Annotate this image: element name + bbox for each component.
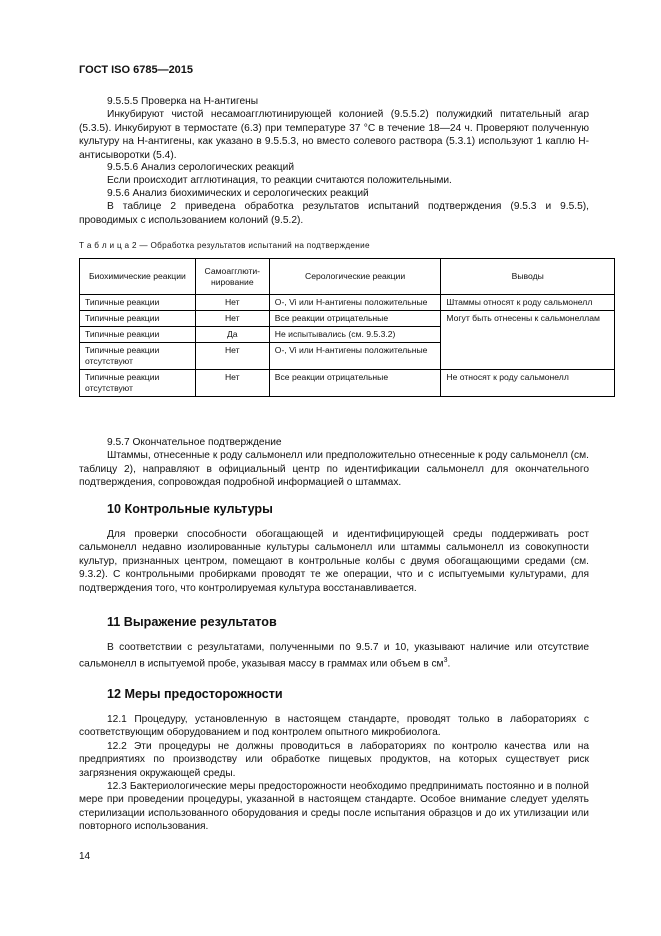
table-header-row xyxy=(80,259,615,295)
section-12-heading: 12 Меры предосторожности xyxy=(107,687,283,701)
paragraph xyxy=(79,641,589,671)
page-number: 14 xyxy=(79,851,91,862)
section-title: 9.5.7 Окончательное подтверждение xyxy=(107,437,282,448)
results-table xyxy=(79,258,615,397)
section-10-heading: 10 Контрольные культуры xyxy=(107,502,273,516)
section-11-heading: 11 Выражение результатов xyxy=(107,615,277,629)
table-cell: Не испытывались (см. 9.5.3.2) xyxy=(269,327,441,343)
paragraph-12-3: 12.3 Бактериологические меры предосторожности необходимо предпринимать постоянно и в полной мере при проведении процедуры, указанной в настоящем стандарте. Особое внимание следует уделять стерилизации использованного оборудования и среды после испытания образцов и до их утилизации или повторного использования. xyxy=(79,781,589,833)
table-cell: Нет xyxy=(195,311,269,327)
table-cell: Не относят к роду сальмонелл xyxy=(441,370,615,397)
table-cell: Типичные реакции xyxy=(80,311,196,327)
table-cell: Штаммы относят к роду сальмонелл xyxy=(441,295,615,311)
table-cell: Типичные реакции отсутствуют xyxy=(80,343,196,370)
table-caption: Т а б л и ц а 2 — Обработка результатов испытаний на подтверждение xyxy=(79,241,370,250)
table-row xyxy=(80,295,615,311)
paragraph: Для проверки способности обогащающей и идентифицирующей среды поддерживать рост сальмонелл недавно изолированные культуры сальмонелл или штаммы сальмонелл из совокупности культур, признанных центром, помещают в контрольные колбы с двумя обогащающими средами (см. 9.3.2). С контрольными пробирками проводят те же операции, что и с испытуемыми культурами, для подтверждения того, что контролируемая культура восстанавливается. xyxy=(79,529,589,594)
section-9-5-5-6 xyxy=(79,161,589,188)
table-row xyxy=(80,370,615,397)
section-10-text xyxy=(79,528,589,595)
table-cell: О-, Vi или Н-антигены положительные xyxy=(269,343,441,370)
section-9-5-7 xyxy=(79,436,589,490)
section-11-text xyxy=(79,641,589,671)
table-cell: Да xyxy=(195,327,269,343)
section-9-5-6 xyxy=(79,187,589,227)
paragraph-12-1: 12.1 Процедуру, установленную в настоящем стандарте, проводят только в лабораториях с соответствующим оборудованием и под контролем опытного микробиолога. xyxy=(79,714,589,739)
paragraph: Штаммы, отнесенные к роду сальмонелл или предположительно отнесенные к роду сальмонелл (см. таблицу 2), направляют в официальный центр по идентификации сальмонелл для окончательного подтверждения, сопровождая подробной информацией о штаммах. xyxy=(79,450,589,489)
paragraph-end: . xyxy=(447,658,451,670)
paragraph: В таблице 2 приведена обработка результатов испытаний подтверждения (9.5.3 и 9.5.5), проводимых с использованием колоний (9.5.2). xyxy=(79,201,589,226)
table-cell: О-, Vi или Н-антигены положительные xyxy=(269,295,441,311)
table-cell: Нет xyxy=(195,370,269,397)
section-title: 9.5.5.6 Анализ серологических реакций xyxy=(107,162,295,173)
table-row xyxy=(80,311,615,327)
section-9-5-5-5 xyxy=(79,95,589,162)
table-cell: Типичные реакции xyxy=(80,327,196,343)
table-cell: Нет xyxy=(195,343,269,370)
superscript: 3 xyxy=(443,657,448,665)
table-cell: Все реакции отрицательные xyxy=(269,370,441,397)
table-cell: Все реакции отрицательные xyxy=(269,311,441,327)
column-header: Биохимические реакции xyxy=(80,259,196,295)
section-title: 9.5.5.5 Проверка на Н-антигены xyxy=(107,96,259,107)
paragraph: Инкубируют чистой несамоагглютинирующей колонией (9.5.5.2) полужидкий питательный агар (5.3.5). Инкубируют в термостате (6.3) при температуре 37 °С в течение 18—24 ч. Проверяют полученную культуру на Н-антигены, как указано в 9.5.5.3, но вместо солевого раствора (5.3.1) используют 1 каплю Н-антисыворотки (5.4). xyxy=(79,109,589,161)
table-cell: Типичные реакции отсутствуют xyxy=(80,370,196,397)
table-cell: Типичные реакции xyxy=(80,295,196,311)
column-header: Серологические реакции xyxy=(269,259,441,295)
paragraph-text: В соответствии с результатами, полученными по 9.5.7 и 10, указывают наличие или отсутствие сальмонелл в испытуемой пробе, указывая массу в граммах или объем в см xyxy=(79,642,589,670)
section-title: 9.5.6 Анализ биохимических и серологических реакций xyxy=(107,188,369,199)
paragraph: Если происходит агглютинация, то реакции считаются положительными. xyxy=(107,175,452,187)
column-header: Выводы xyxy=(441,259,615,295)
table-cell: Нет xyxy=(195,295,269,311)
section-12-text xyxy=(79,713,589,834)
paragraph-12-2: 12.2 Эти процедуры не должны проводиться в лабораториях по контролю качества или на предприятиях по производству или обработке пищевых продуктов, на которых существует риск загрязнения окружающей среды. xyxy=(79,740,589,779)
column-header: Самоагглюти-нирование xyxy=(195,259,269,295)
table-cell: Могут быть отнесены к сальмонеллам xyxy=(441,311,615,370)
document-header: ГОСТ ISO 6785—2015 xyxy=(79,64,194,76)
